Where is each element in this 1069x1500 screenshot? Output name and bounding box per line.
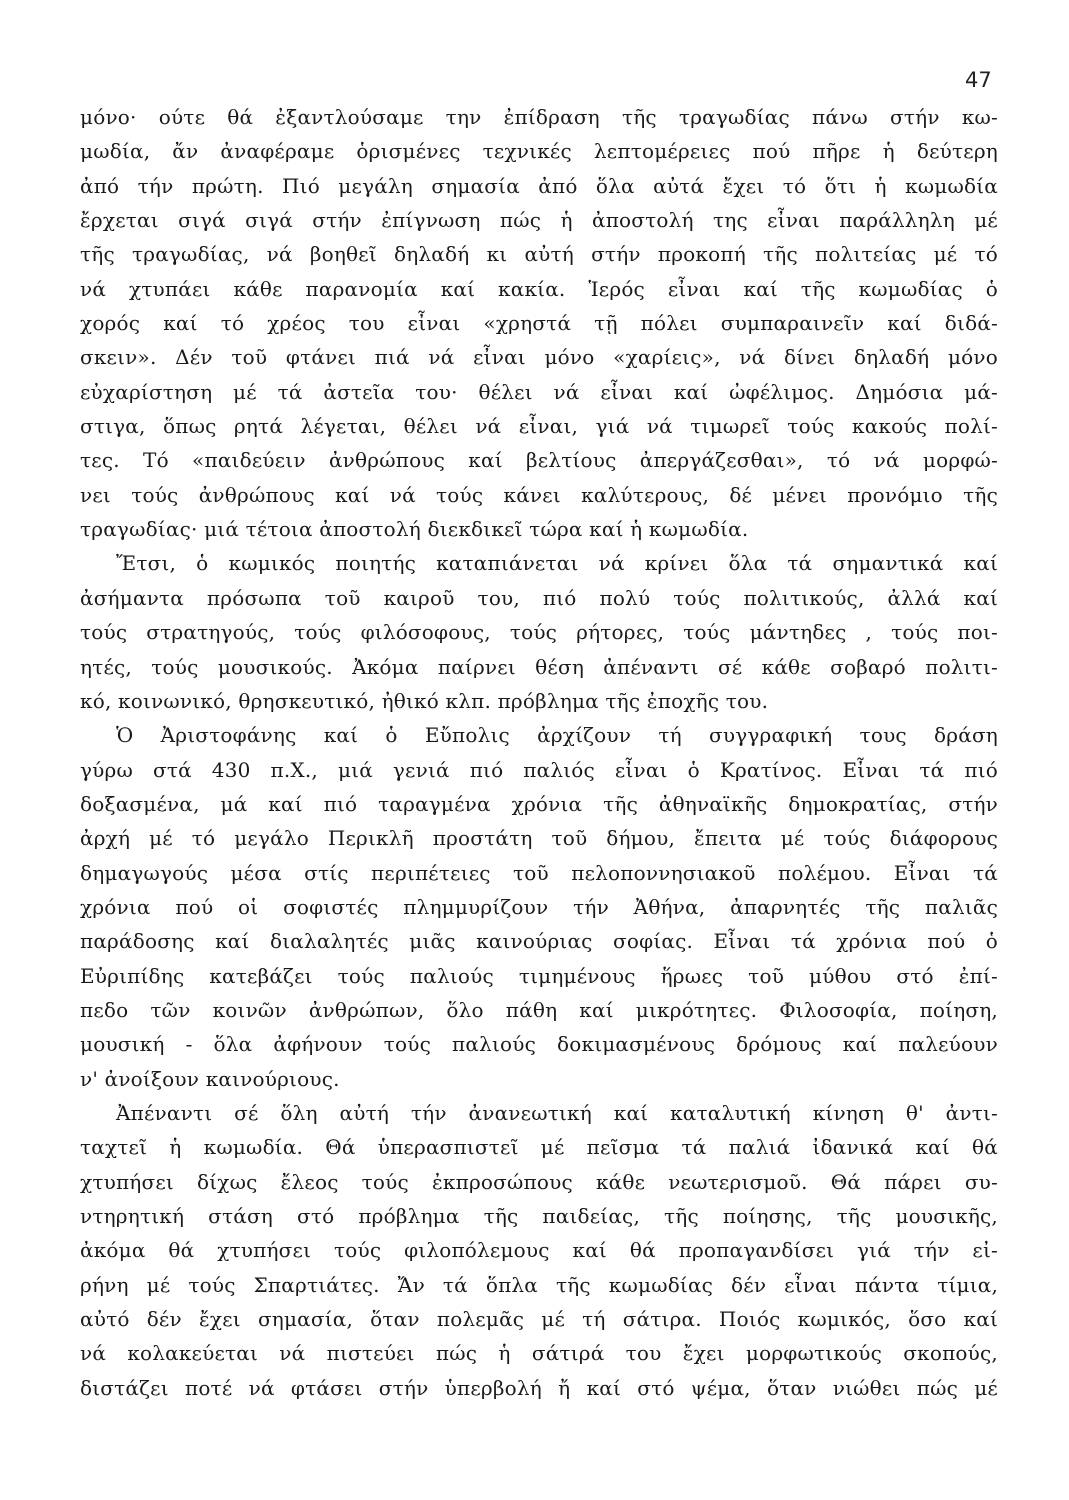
text-line: γύρω στά 430 π.Χ., μιά γενιά πιό παλιός εἶναι ὁ Κρατίνος. Εἶναι τά πιό [80,757,998,782]
text-line: μόνο· ούτε θά ἐξαντλούσαμε την ἐπίδραση τῆς τραγωδίας πάνω στήν κω- [80,105,998,129]
text-line: τῆς τραγωδίας, νά βοηθεῖ δηλαδή κι αὐτή στήν προκοπή τῆς πολιτείας μέ τό [80,242,998,267]
text-line: ἀρχή μέ τό μεγάλο Περικλῆ προστάτη τοῦ δήμου, ἔπειτα μέ τούς διάφορους [80,826,998,851]
text-line: διστάζει ποτέ νά φτάσει στήν ὑπερβολή ἤ καί στό ψέμα, ὅταν νιώθει πώς μέ [80,1375,998,1400]
text-line: ἀσήμαντα πρόσωπα τοῦ καιροῦ του, πιό πολύ τούς πολιτικούς, ἀλλά καί [80,585,998,610]
text-line: μουσική - ὅλα ἀφήνουν τούς παλιούς δοκιμασμένους δρόμους καί παλεύουν [80,1032,998,1057]
paragraph-2 [80,546,998,718]
paragraph-3 [80,718,998,1096]
paragraph-1 [80,100,998,546]
text-line: στιγα, ὅπως ρητά λέγεται, θέλει νά εἶναι, γιά νά τιμωρεῖ τούς κακούς πολί- [80,414,998,439]
text-line: ἀπό τήν πρώτη. Πιό μεγάλη σημασία ἀπό ὅλα αὐτά ἔχει τό ὅτι ἡ κωμωδία [80,173,998,198]
text-line: εὐχαρίστηση μέ τά ἀστεῖα του· θέλει νά εἶναι καί ὠφέλιμος. Δημόσια μά- [80,379,998,404]
text-line: νει τούς ἀνθρώπους καί νά τούς κάνει καλύτερους, δέ μένει προνόμιο τῆς [80,482,998,507]
text-line: χτυπήσει δίχως ἔλεος τούς ἐκπροσώπους κάθε νεωτερισμοῦ. Θά πάρει συ- [80,1169,998,1194]
text-line: Ὁ Ἀριστοφάνης καί ὁ Εὔπολις ἀρχίζουν τή συγγραφική τους δράση [116,723,998,748]
text-line: πεδο τῶν κοινῶν ἀνθρώπων, ὅλο πάθη καί μικρότητες. Φιλοσοφία, ποίηση, [80,997,998,1022]
text-line: ητές, τούς μουσικούς. Ἀκόμα παίρνει θέση ἀπέναντι σέ κάθε σοβαρό πολιτι- [80,654,998,679]
text-line: τραγωδίας· μιά τέτοια ἀποστολή διεκδικεῖ τώρα καί ἡ κωμωδία. [80,517,749,542]
text-line: ἔρχεται σιγά σιγά στήν ἐπίγνωση πώς ἡ ἀποστολή της εἶναι παράλληλη μέ [80,208,998,233]
text-line: παράδοσης καί διαλαλητές μιᾶς καινούριας σοφίας. Εἶναι τά χρόνια πού ὁ [80,929,998,954]
text-line: νά κολακεύεται νά πιστεύει πώς ἡ σάτιρά του ἔχει μορφωτικούς σκοπούς, [80,1341,998,1366]
text-line: ντηρητική στάση στό πρόβλημα τῆς παιδείας, τῆς ποίησης, τῆς μουσικῆς, [80,1204,998,1228]
text-line: δοξασμένα, μά καί πιό ταραγμένα χρόνια τῆς ἀθηναϊκῆς δημοκρατίας, στήν [80,791,998,816]
text-line: Ἀπέναντι σέ ὅλη αὐτή τήν ἀνανεωτική καί καταλυτική κίνηση θ' ἀντι- [116,1100,998,1125]
body-text [80,100,998,1405]
text-line: νά χτυπάει κάθε παρανομία καί κακία. Ἱερός εἶναι καί τῆς κωμωδίας ὁ [80,276,998,301]
text-line: αὐτό δέν ἔχει σημασία, ὅταν πολεμᾶς μέ τή σάτιρα. Ποιός κωμικός, ὅσο καί [80,1307,998,1332]
page-number: 47 [965,68,992,92]
text-line: μωδία, ἄν ἀναφέραμε ὁρισμένες τεχνικές λεπτομέρειες πού πῆρε ἡ δεύτερη [80,139,998,164]
text-line: ρήνη μέ τούς Σπαρτιάτες. Ἄν τά ὅπλα τῆς κωμωδίας δέν εἶναι πάντα τίμια, [80,1272,998,1297]
text-line: σκειν». Δέν τοῦ φτάνει πιά νά εἶναι μόνο «χαρίεις», νά δίνει δηλαδή μόνο [80,345,998,370]
text-line: ν' ἀνοίξουν καινούριους. [80,1066,340,1091]
text-line: χορός καί τό χρέος του εἶναι «χρηστά τῇ πόλει συμπαραινεῖν καί διδά- [80,311,998,336]
text-line: κό, κοινωνικό, θρησκευτικό, ἠθικό κλπ. πρόβλημα τῆς ἐποχῆς του. [80,688,769,713]
text-line: Ἔτσι, ὁ κωμικός ποιητής καταπιάνεται νά κρίνει ὅλα τά σημαντικά καί [116,551,998,576]
text-line: χρόνια πού οἱ σοφιστές πλημμυρίζουν τήν Ἀθήνα, ἀπαρνητές τῆς παλιᾶς [80,894,998,919]
text-line: τες. Τό «παιδεύειν ἀνθρώπους καί βελτίους ἀπεργάζεσθαι», τό νά μορφώ- [80,448,998,473]
text-line: ἀκόμα θά χτυπήσει τούς φιλοπόλεμους καί θά προπαγανδίσει γιά τήν εἰ- [80,1238,998,1263]
text-line: ταχτεῖ ἡ κωμωδία. Θά ὑπερασπιστεῖ μέ πεῖσμα τά παλιά ἰδανικά καί θά [80,1135,998,1160]
text-line: δημαγωγούς μέσα στίς περιπέτειες τοῦ πελοποννησιακοῦ πολέμου. Εἶναι τά [80,860,998,885]
text-line: Εὐριπίδης κατεβάζει τούς παλιούς τιμημένους ἥρωες τοῦ μύθου στό ἐπί- [80,963,998,988]
text-line: τούς στρατηγούς, τούς φιλόσοφους, τούς ρήτορες, τούς μάντηδες , τούς ποι- [80,620,998,645]
paragraph-4 [80,1096,998,1405]
